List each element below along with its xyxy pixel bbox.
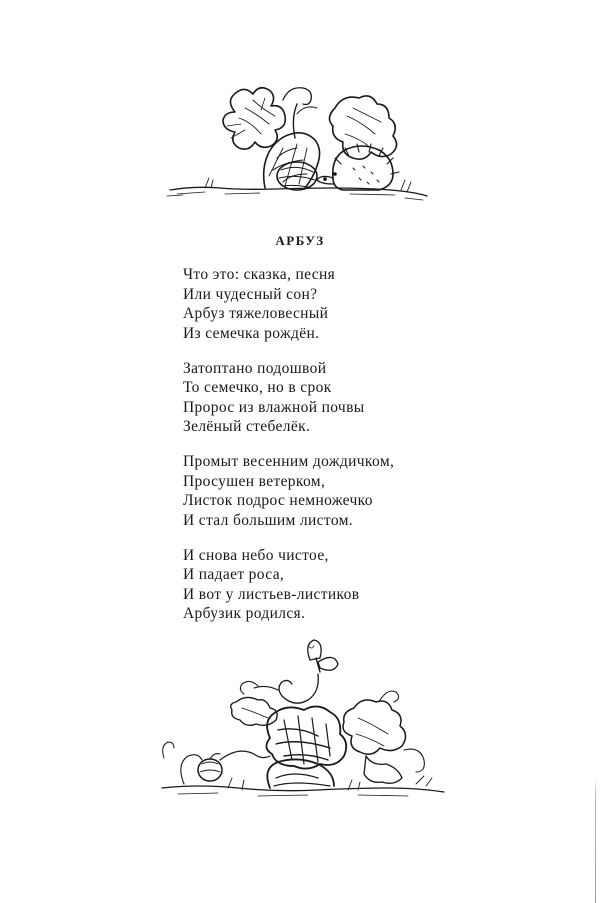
hedgehog-leaves-illustration: [165, 78, 430, 210]
stanza: [183, 546, 523, 624]
poem-line: И снова небо чистое,: [183, 546, 329, 564]
stanza: [183, 452, 523, 530]
scan-edge-shadow: [595, 0, 596, 903]
poem-line: Промыт весенним дождичком,: [183, 453, 395, 470]
poem-line: То семечко, но в срок: [183, 379, 332, 396]
poem-line: И падает роса,: [183, 566, 285, 583]
poem-line: И вот у листьев-листиков: [183, 585, 360, 603]
stanza: [183, 265, 523, 343]
poem-line: Арбузик родился.: [183, 605, 306, 622]
poem-line: Зелёный стебелёк.: [183, 418, 311, 435]
poem-line: Арбуз тяжеловесный: [183, 305, 329, 322]
poem-body: [183, 265, 523, 639]
poem-line: Листок подрос немножечко: [183, 492, 373, 509]
poem-line: Что это: сказка, песня: [183, 266, 336, 283]
poem-line: Из семечка рождён.: [183, 324, 320, 342]
poem-line: И стал большим листом.: [183, 511, 354, 529]
poem-line: Просушен ветерком,: [183, 472, 326, 490]
watermelon-vine-illustration: [158, 638, 448, 808]
poem-title: АРБУЗ: [275, 233, 325, 248]
poem-line: Затоптано подошвой: [183, 359, 327, 377]
poem-line: Пророс из влажной почвы: [183, 398, 365, 416]
poem-line: Или чудесный сон?: [183, 285, 318, 303]
stanza: [183, 359, 523, 437]
